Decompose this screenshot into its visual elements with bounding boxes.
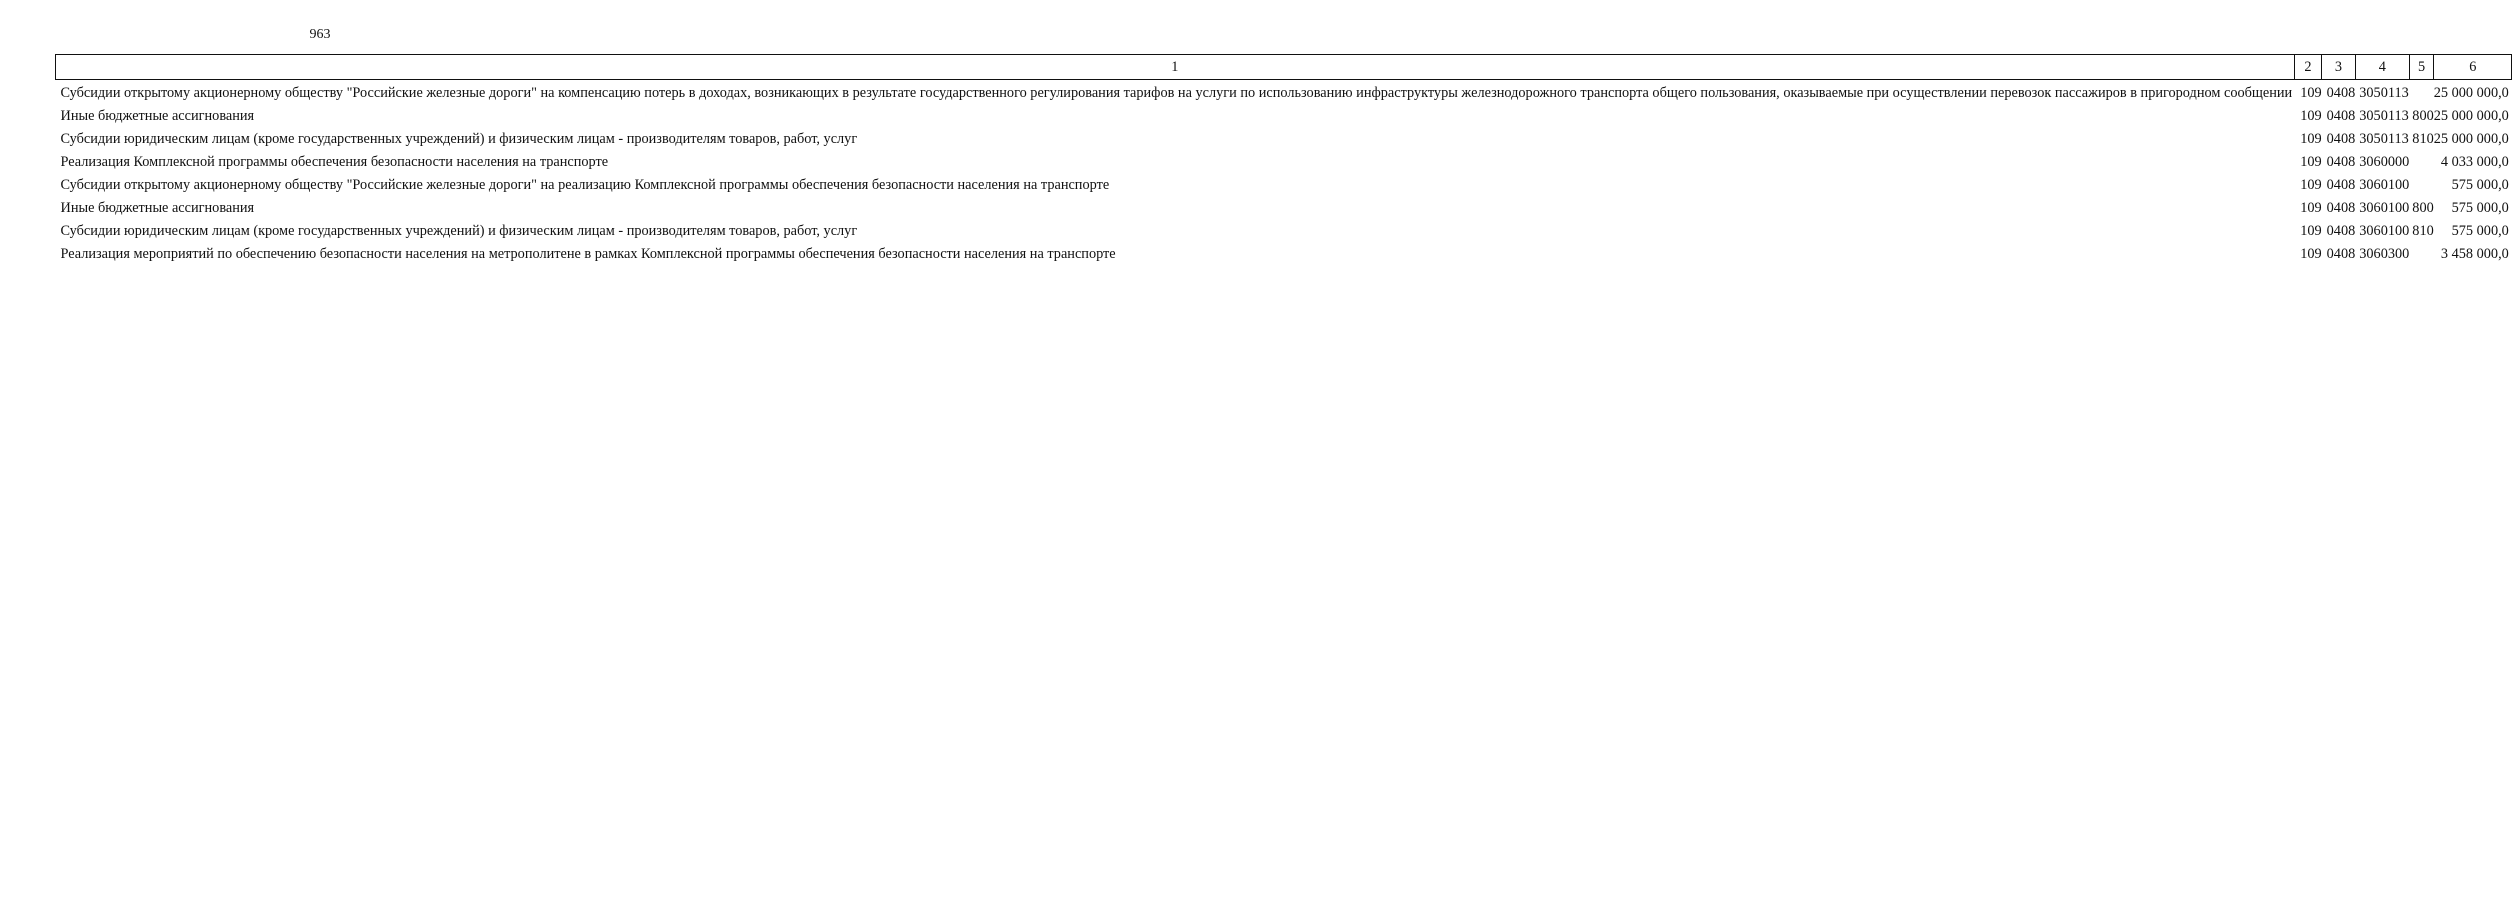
- column-header-2: 2: [2294, 55, 2321, 80]
- row-amount: 4 033 000,0: [2440, 154, 2509, 170]
- row-target-code: 3050113: [2359, 131, 2409, 147]
- row-ministry-code: 109: [2300, 108, 2322, 124]
- row-target-code: 3050113: [2359, 108, 2409, 124]
- row-target-code: 3060000: [2359, 154, 2410, 170]
- row-section-code: 0408: [2326, 108, 2356, 124]
- row-section-code: 0408: [2326, 154, 2356, 170]
- column-header-5: 5: [2409, 55, 2433, 80]
- page-number: 963: [309, 27, 331, 42]
- table-row: [56, 217, 2512, 240]
- row-name: Субсидии юридическим лицам (кроме государственных учреждений) и физическим лицам - производителям товаров, работ, услуг: [60, 131, 858, 147]
- row-section-code: 0408: [2326, 85, 2356, 101]
- row-name: Иные бюджетные ассигнования: [60, 108, 255, 124]
- header-row: [56, 55, 2512, 80]
- row-ministry-code: 109: [2300, 131, 2322, 147]
- row-section-code: 0408: [2326, 246, 2356, 262]
- column-header-6: 6: [2434, 55, 2512, 80]
- row-amount: 25 000 000,0: [2433, 108, 2509, 124]
- table-row: [56, 194, 2512, 217]
- row-section-code: 0408: [2326, 131, 2356, 147]
- row-name: Субсидии открытому акционерному обществу "Российские железные дороги" на компенсацию потерь в доходах, возникающих в результате государственного регулирования тарифов на услуги по использованию инфраструктуры железнодорожного транспорта общего пользования, оказываемые при осуществлении перевозок пассажиров в пригородном сообщении: [60, 85, 2293, 101]
- row-type-code: 810: [2412, 131, 2434, 147]
- row-target-code: 3050113: [2359, 85, 2409, 101]
- row-name: Иные бюджетные ассигнования: [60, 200, 255, 216]
- table-row: [56, 102, 2512, 125]
- row-type-code: [2409, 80, 2433, 103]
- column-header-3: 3: [2322, 55, 2356, 80]
- row-type-code: [2409, 148, 2433, 171]
- row-type-code: 810: [2412, 223, 2434, 239]
- row-type-code: 800: [2412, 108, 2434, 124]
- table-row: [56, 240, 2512, 263]
- row-amount: 575 000,0: [2451, 223, 2509, 239]
- table-header: [56, 55, 2512, 80]
- row-ministry-code: 109: [2300, 177, 2322, 193]
- row-type-code: [2409, 171, 2433, 194]
- row-target-code: 3060300: [2359, 246, 2410, 262]
- row-target-code: 3060100: [2359, 223, 2410, 239]
- row-amount: 575 000,0: [2451, 177, 2509, 193]
- row-amount: 25 000 000,0: [2433, 85, 2509, 101]
- row-name: Субсидии открытому акционерному обществу "Российские железные дороги" на реализацию Комплексной программы обеспечения безопасности населения на транспорте: [60, 177, 1110, 193]
- table-row: [56, 125, 2512, 148]
- table-row: [56, 148, 2512, 171]
- row-amount: 25 000 000,0: [2433, 131, 2509, 147]
- row-amount: 3 458 000,0: [2440, 246, 2509, 262]
- row-type-code: 800: [2412, 200, 2434, 216]
- row-ministry-code: 109: [2300, 154, 2322, 170]
- table-row: [56, 171, 2512, 194]
- row-ministry-code: 109: [2300, 246, 2322, 262]
- budget-table: [55, 54, 2512, 263]
- row-name: Реализация Комплексной программы обеспечения безопасности населения на транспорте: [60, 154, 609, 170]
- row-ministry-code: 109: [2300, 85, 2322, 101]
- row-ministry-code: 109: [2300, 200, 2322, 216]
- row-amount: 575 000,0: [2451, 200, 2509, 216]
- row-section-code: 0408: [2326, 200, 2356, 216]
- table-body: [56, 80, 2512, 264]
- column-header-4: 4: [2355, 55, 2409, 80]
- row-ministry-code: 109: [2300, 223, 2322, 239]
- row-section-code: 0408: [2326, 223, 2356, 239]
- row-target-code: 3060100: [2359, 177, 2410, 193]
- column-header-1: 1: [56, 55, 2295, 80]
- row-type-code: [2409, 240, 2433, 263]
- row-target-code: 3060100: [2359, 200, 2410, 216]
- row-name: Субсидии юридическим лицам (кроме государственных учреждений) и физическим лицам - производителям товаров, работ, услуг: [60, 223, 858, 239]
- row-section-code: 0408: [2326, 177, 2356, 193]
- row-name: Реализация мероприятий по обеспечению безопасности населения на метрополитене в рамках Комплексной программы обеспечения безопасности населения на транспорте: [60, 246, 1116, 262]
- table-row: [56, 80, 2512, 103]
